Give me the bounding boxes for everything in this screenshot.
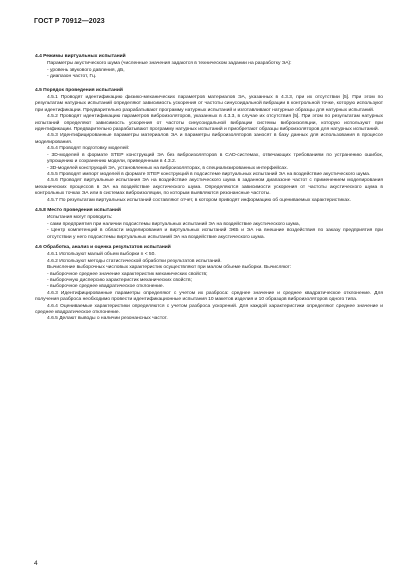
section-heading: 4.5.8 Место проведения испытаний xyxy=(35,207,121,213)
list-item: - сами предприятия при наличии подсистемы виртуальных испытаний ЭА на воздействие акустического шума, xyxy=(47,221,300,227)
paragraph: 4.5.3 Идентифицированные параметры материалов ЭА и параметры виброизоляторов заносят в базу данных для использования в процессе моделирования. xyxy=(35,133,383,145)
list-item: - выборочную дисперсию характеристик механических свойств; xyxy=(47,278,193,283)
list-item: - 3D-моделей конструкций ЭА, установленных на виброизоляторах, в специализированных интерфейсах. xyxy=(47,165,288,171)
paragraph: 4.6.2 Используют методы статистической обработки результатов испытаний. xyxy=(47,258,222,264)
paragraph: 4.6.5 Делают выводы о наличии резонансных частот. xyxy=(47,316,168,322)
paragraph: 4.6.1 Используют малый объем выборки n < 50. xyxy=(47,252,156,258)
list-item: - диапазон частот, Гц. xyxy=(47,74,97,80)
list-item: - 3D-моделей в формате STEP конструкций ЭА без виброизоляторов в CAD-системах, отвечающих требованиям по устранению ошибок, упрощению и сохранению модели, приведенным в 4.3.2. xyxy=(47,152,383,165)
paragraph: Испытания могут проводить: xyxy=(47,215,113,221)
paragraph: 4.5.7 По результатам виртуальных испытаний составляют отчет, в котором приводят информацию об оцениваемых характеристиках. xyxy=(47,197,351,203)
section-heading: 4.5 Порядок проведения испытаний xyxy=(35,87,123,93)
list-item: - Центр компетенций в области моделирования и виртуальных испытаний ЭКБ и ЭА на внешние воздействия по заказу предприятия при отсутствии у него подсистемы виртуальных испытаний ЭА на воздействие акустического шума. xyxy=(47,228,383,240)
paragraph: 4.5.6 Проводят виртуальные испытания ЭА на воздействие акустического шума в заданном диапазоне частот с применением моделирования механических процессов в ЭА на воздействие акустического шума. Определяются зависимости ускорения от частоты акустического шума в контрольных точках ЭА или в системах виброизоляции, по которым выявляются резонансные частоты. xyxy=(35,178,383,197)
list-item: - выборочное среднее квадратическое отклонение. xyxy=(47,284,165,290)
section-heading: 4.4 Режимы виртуальных испытаний xyxy=(35,54,126,59)
document-header: ГОСТ Р 70912—2023 xyxy=(34,18,105,25)
page-number: 4 xyxy=(34,560,38,567)
paragraph: 4.6.4 Оцениваемые характеристики определяются с учетом разброса ускорений. Для каждой характеристики определяют среднее значение и среднее квадратическое отклонение. xyxy=(35,303,383,316)
list-item: - уровень звукового давления, дБ, xyxy=(47,67,125,73)
paragraph: 4.5.5 Проводят импорт моделей в формате STEP конструкций в подсистеме виртуальных испытаний ЭА на воздействие акустического шума. xyxy=(47,171,371,177)
paragraph: 4.6.3 Идентифицированные параметры определяют с учетом их разброса: среднее значение и среднее квадратическое отклонение. Для получения разброса необходимо провести идентификационные испытания 10 макетов изделия и 10 образцов виброизоляторов одного типа. xyxy=(35,290,383,303)
list-item: - выборочное среднее значение характеристик механических свойств; xyxy=(47,271,208,277)
paragraph: 4.5.2 Проводят идентификацию параметров виброизоляторов, указанных в 4.3.3, в случае их отсутствия [5]. При этом по результатам натурных испытаний определяют зависимость ускорения от частоты синусоидальной вибрации системы виброизоляции, которую используют при идентификации. Предварительно разрабатывают программу натурных испытаний и приобретают образцы виброизоляторов для натурных испытаний. xyxy=(35,114,383,133)
paragraph: Параметры акустического шума (численные значения задаются в техническом задании на разработку ЭА): xyxy=(47,61,292,67)
section-heading: 4.6 Обработка, анализ и оценка результатов испытаний xyxy=(35,244,171,250)
document-body xyxy=(35,50,383,323)
paragraph: Вычисление выборочных числовых характеристик осуществляют при малом объеме выборки. Вычисляют: xyxy=(47,265,292,271)
paragraph: 4.5.4 Проводят подготовку моделей: xyxy=(47,146,130,152)
paragraph: 4.5.1 Проводят идентификацию физико-механических параметров материалов ЭА, указанных в 4.3.3, при их отсутствии [5]. При этом по результатам натурных испытаний определяют зависимость ускорения от частоты синусоидальной вибрации в контрольной точке, которую используют при идентификации. Предварительно разрабатывают программу натурных испытаний и изготавливают натурные образцы для натурных испытаний. xyxy=(35,95,383,113)
